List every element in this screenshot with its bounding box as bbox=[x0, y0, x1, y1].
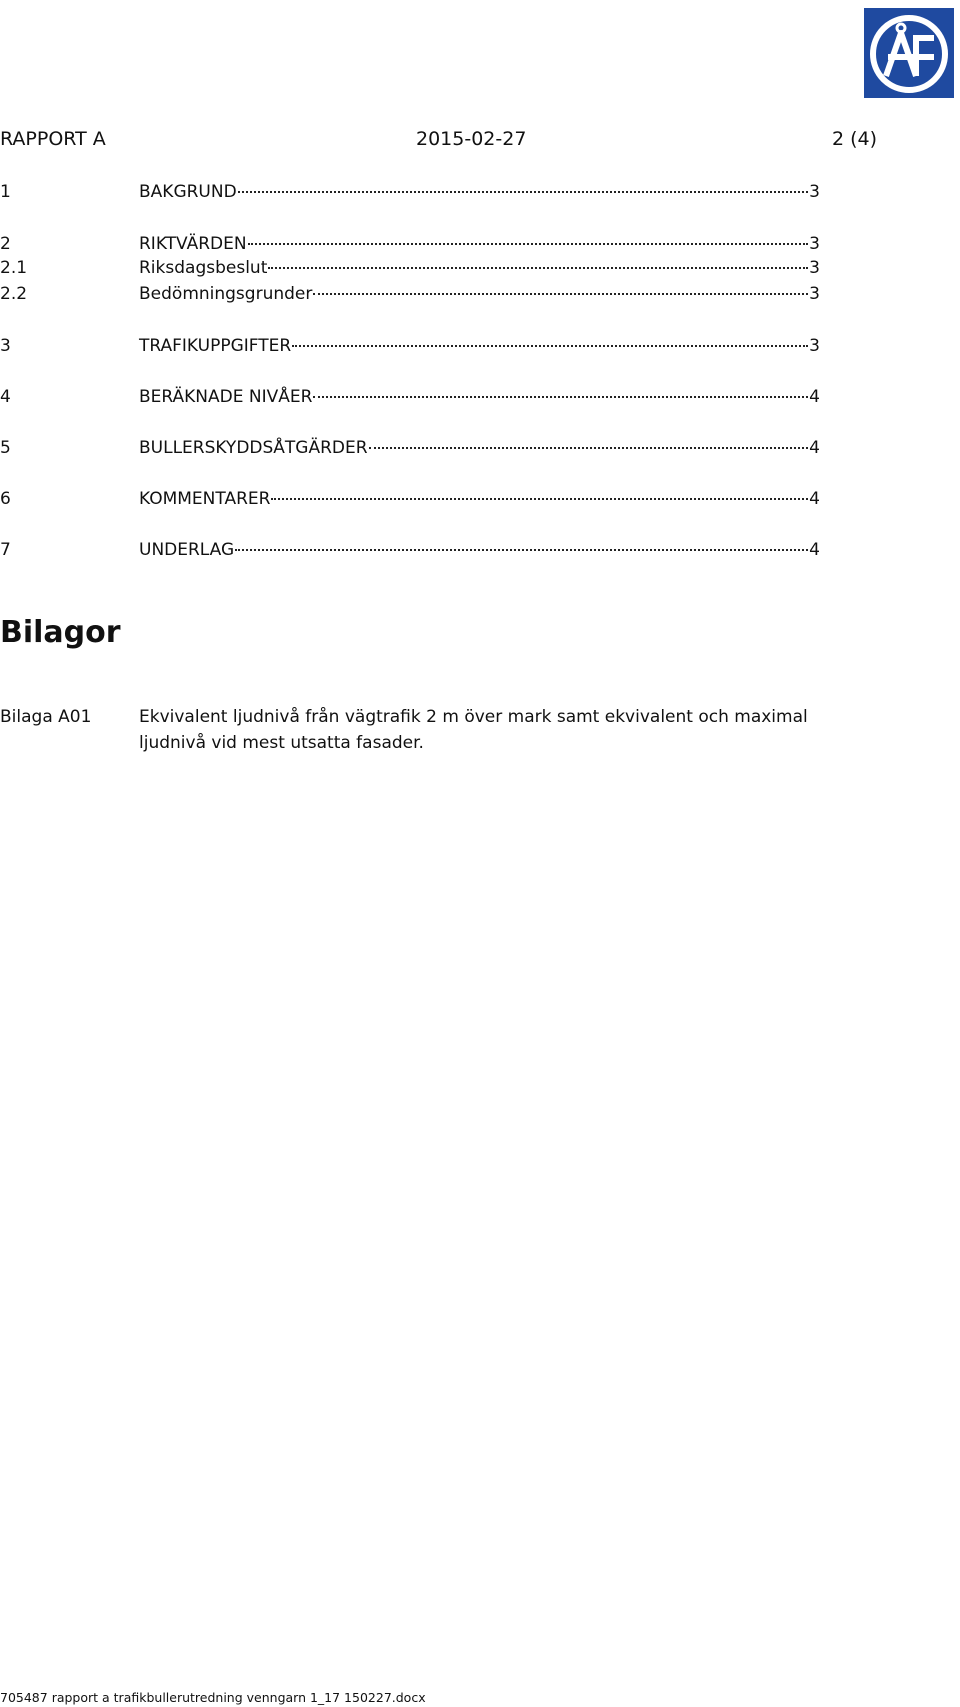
toc-leader-dots bbox=[369, 432, 809, 449]
toc-entry-number: 1 bbox=[0, 182, 11, 202]
toc-entry-title: BERÄKNADE NIVÅER bbox=[139, 387, 313, 407]
toc-leader-dots bbox=[238, 176, 808, 193]
toc-entry-number: 6 bbox=[0, 489, 11, 509]
toc-entry-title: Bedömningsgrunder bbox=[139, 284, 313, 304]
toc-entry-page: 4 bbox=[809, 438, 820, 458]
toc-entry-title: UNDERLAG bbox=[139, 540, 235, 560]
toc-entry-page: 3 bbox=[809, 234, 820, 254]
toc-entry-bullerskyddsatgarder[interactable] bbox=[0, 436, 820, 460]
toc-entry-page: 4 bbox=[809, 489, 820, 509]
toc-entry-page: 3 bbox=[809, 182, 820, 202]
toc-leader-dots bbox=[313, 278, 808, 295]
toc-entry-page: 3 bbox=[809, 336, 820, 356]
toc-leader-dots bbox=[271, 483, 808, 500]
toc-entry-beraknade-nivaer[interactable] bbox=[0, 385, 820, 409]
appendix-label: Bilaga A01 bbox=[0, 707, 92, 727]
toc-entry-title: TRAFIKUPPGIFTER bbox=[139, 336, 292, 356]
toc-entry-title: BULLERSKYDDSÅTGÄRDER bbox=[139, 438, 368, 458]
appendices-heading: Bilagor bbox=[0, 615, 121, 650]
document-footer-filename: 705487 rapport a trafikbullerutredning venngarn 1_17 150227.docx bbox=[0, 1690, 426, 1705]
toc-leader-dots bbox=[292, 330, 808, 347]
toc-leader-dots bbox=[268, 252, 808, 269]
toc-entry-title: Riksdagsbeslut bbox=[139, 258, 268, 278]
toc-entry-bedomningsgrunder[interactable] bbox=[0, 282, 820, 306]
toc-entry-page: 4 bbox=[809, 540, 820, 560]
toc-entry-number: 4 bbox=[0, 387, 11, 407]
toc-entry-number: 2 bbox=[0, 234, 11, 254]
report-title: RAPPORT A bbox=[0, 128, 106, 150]
toc-entry-kommentarer[interactable] bbox=[0, 487, 820, 511]
toc-entry-number: 2.1 bbox=[0, 258, 28, 278]
toc-entry-number: 3 bbox=[0, 336, 11, 356]
report-date: 2015-02-27 bbox=[416, 128, 527, 150]
toc-leader-dots bbox=[235, 534, 808, 551]
page-indicator: 2 (4) bbox=[832, 128, 878, 150]
toc-entry-page: 3 bbox=[809, 258, 820, 278]
toc-entry-underlag[interactable] bbox=[0, 538, 820, 562]
toc-entry-number: 2.2 bbox=[0, 284, 28, 304]
toc-entry-page: 3 bbox=[809, 284, 820, 304]
company-logo bbox=[864, 8, 954, 98]
toc-entry-page: 4 bbox=[809, 387, 820, 407]
toc-leader-dots bbox=[313, 381, 808, 398]
toc-entry-title: KOMMENTARER bbox=[139, 489, 271, 509]
toc-entry-riksdagsbeslut[interactable] bbox=[0, 256, 820, 280]
toc-entry-number: 7 bbox=[0, 540, 11, 560]
appendix-description: Ekvivalent ljudnivå från vägtrafik 2 m över mark samt ekvivalent och maximal ljudnivå vid mest utsatta fasader. bbox=[139, 707, 808, 753]
toc-entry-bakgrund[interactable] bbox=[0, 180, 820, 204]
toc-entry-title: RIKTVÄRDEN bbox=[139, 234, 247, 254]
toc-entry-trafikuppgifter[interactable] bbox=[0, 334, 820, 358]
toc-entry-number: 5 bbox=[0, 438, 11, 458]
toc-entry-title: BAKGRUND bbox=[139, 182, 237, 202]
af-company-logo-icon bbox=[864, 8, 954, 98]
toc-leader-dots bbox=[248, 228, 809, 245]
document-header bbox=[0, 128, 960, 154]
